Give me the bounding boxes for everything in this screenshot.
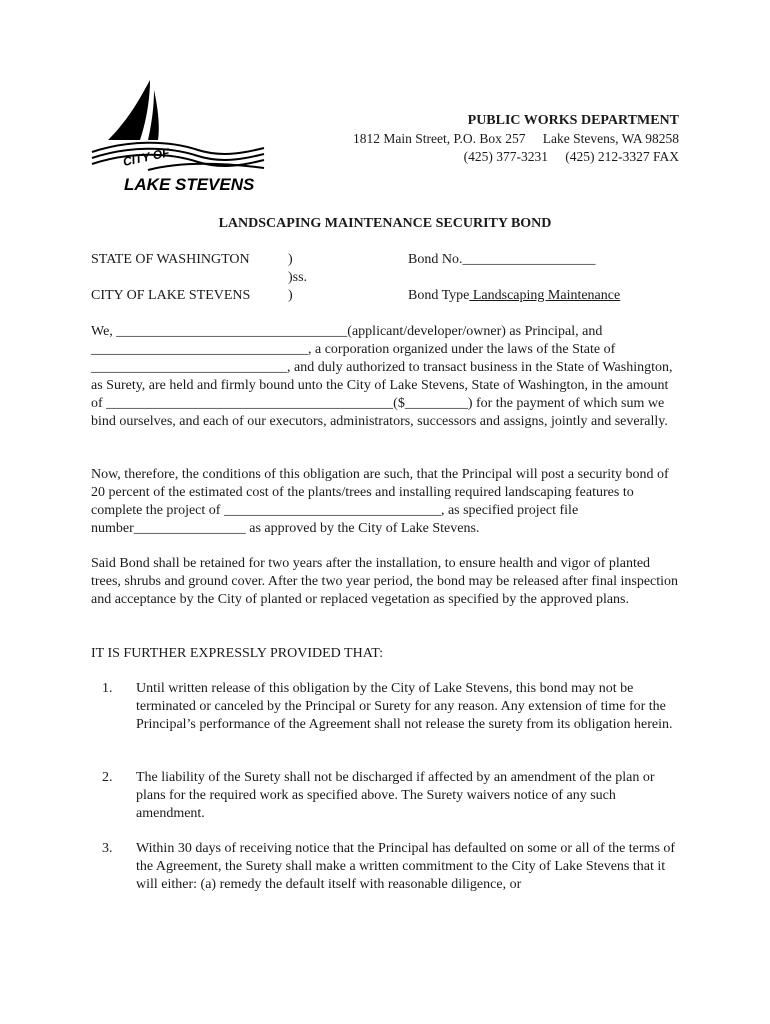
list-item-text: The liability of the Surety shall not be discharged if affected by an amendment of the plan or plans for the required work as specified above. The Surety waivers notice of any such amendment. <box>136 770 655 821</box>
sail-icon <box>108 80 150 140</box>
logo-text-bottom: LAKE STEVENS <box>124 175 255 194</box>
paragraph-text: Now, therefore, the conditions of this obligation are such, that the Principal will post a security bond of 20 percent of the estimated cost of the plants/trees and installing required landscaping features to complete the project of _______________________________, as specified project file number________________ as approved by the City of Lake Stevens. <box>91 467 669 536</box>
department-phones: (425) 377-3231 (425) 212-3327 FAX <box>477 149 679 164</box>
bond-type <box>408 287 620 305</box>
bond-type-value: Landscaping Maintenance <box>469 288 621 303</box>
list-item <box>91 680 681 734</box>
list-item-number: 2. <box>102 770 113 785</box>
bond-no-label: Bond No.___________________ <box>408 252 596 267</box>
paragraph-text: IT IS FURTHER EXPRESSLY PROVIDED THAT: <box>91 646 383 661</box>
city-label: CITY OF LAKE STEVENS <box>91 288 251 303</box>
state-label: STATE OF WASHINGTON <box>91 252 250 267</box>
paragraph-parties <box>91 323 681 431</box>
department-header <box>353 112 679 166</box>
paragraph-retention <box>91 555 681 609</box>
list-item-number: 3. <box>102 841 113 856</box>
paren-2: ) <box>288 288 293 303</box>
ss-label: )ss. <box>288 270 308 285</box>
list-item-number: 1. <box>102 681 113 696</box>
venue-block <box>91 251 691 305</box>
list-item-text: Within 30 days of receiving notice that the Principal has defaulted on some or all of the terms of the Agreement, the Surety shall make a written commitment to the City of Lake Stevens that it will either: (a) remedy the default itself with reasonable diligence, or <box>136 841 676 892</box>
list-item-text: Until written release of this obligation by the City of Lake Stevens, this bond may not be terminated or canceled by the Principal or Surety for any reason. Any extension of time for the Principal’s performance of the Agreement shall not release the surety from its obligation herein. <box>136 681 673 732</box>
bond-type-label: Bond Type <box>408 288 470 303</box>
logo-text-top: CITY OF <box>121 145 171 169</box>
city-logo <box>88 78 268 196</box>
paren-1: ) <box>288 252 293 267</box>
list-item <box>91 840 681 894</box>
paragraph-text: Said Bond shall be retained for two years after the installation, to ensure health and vigor of planted trees, shrubs and ground cover. After the two year period, the bond may be released after final inspection and acceptance by the City of planted or replaced vegetation as specified by the approved plans. <box>91 556 679 607</box>
document-title: LANDSCAPING MAINTENANCE SECURITY BOND <box>218 216 552 231</box>
department-address: 1812 Main Street, P.O. Box 257 Lake Stevens, WA 98258 <box>366 131 679 146</box>
paragraph-conditions <box>91 466 681 538</box>
list-item <box>91 769 681 823</box>
department-name: PUBLIC WORKS DEPARTMENT <box>467 113 679 128</box>
paragraph-provided <box>91 645 681 663</box>
paragraph-text: We, _________________________________(applicant/developer/owner) as Principal, and _______________________________, a corporation organized under the laws of the State of ____________________________, and duly authorized to transact business in the State of Washington, as Surety, are held and firmly bound unto the City of Lake Stevens, State of Washington, in the amount of _________________________________________($_________) for the payment of which sum we bind ourselves, and each of our executors, administrators, successors and assigns, jointly and severally. <box>91 324 673 429</box>
